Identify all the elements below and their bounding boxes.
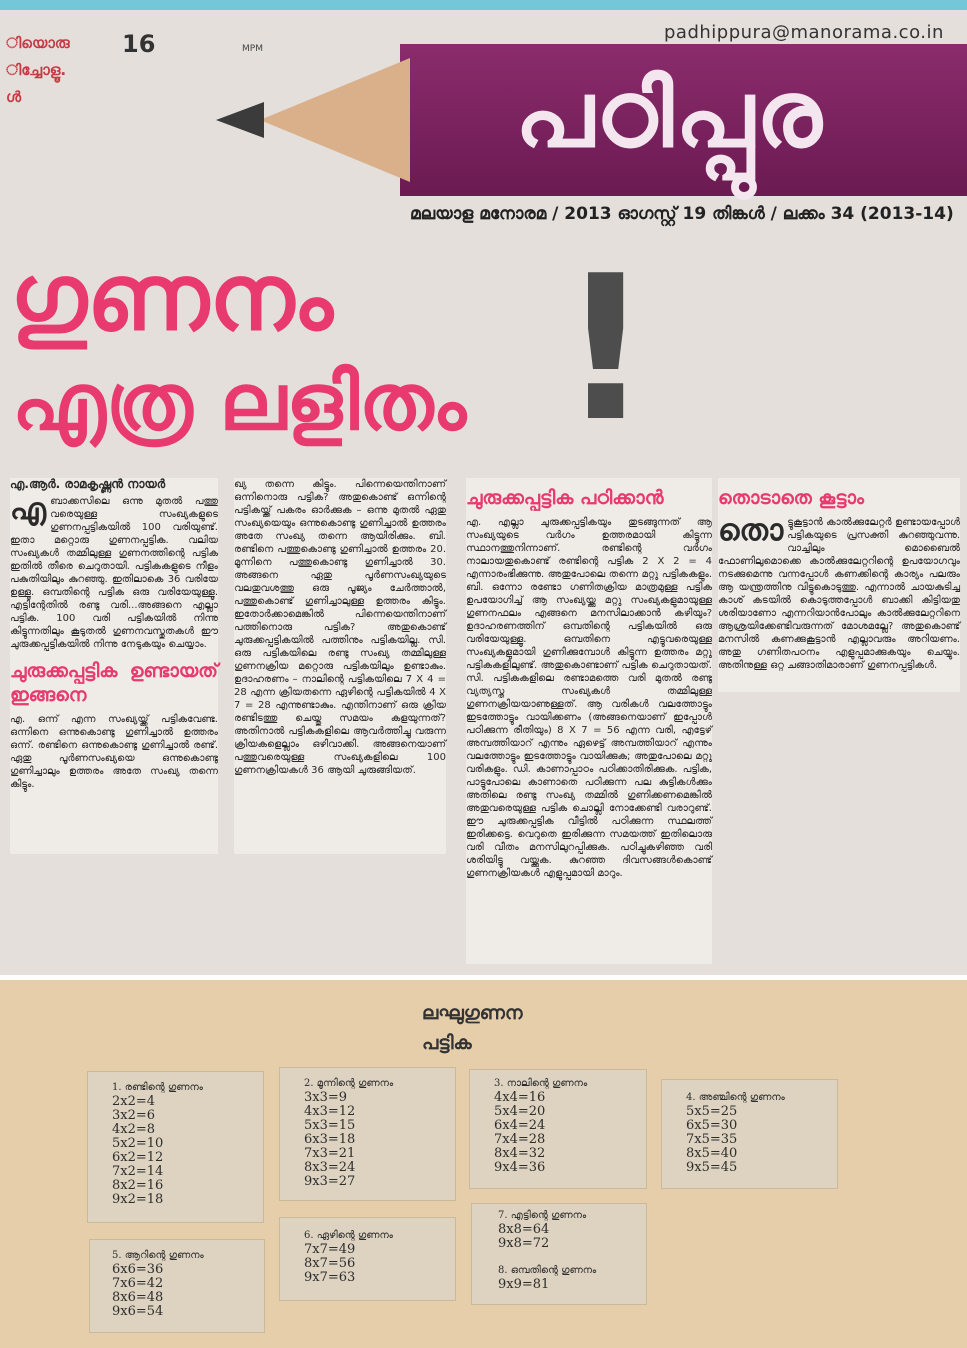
spacer: [498, 1251, 646, 1265]
table-row: 6x6=36: [112, 1262, 164, 1277]
brand-title: പഠിപ്പുര: [515, 61, 824, 168]
teaser-line: ിയൊരു: [6, 34, 70, 52]
table-row: 6x3=18: [304, 1132, 356, 1147]
body-text: എ. എല്ലാ ചുരുക്കപ്പട്ടികയും തുടങ്ങുന്നത് ആ സംഖ്യയുടെ വർഗം ഉത്തരമായി കിട്ടുന്ന സ്ഥാനത്തുനിന്നാണ്. രണ്ടിന്റെ വർഗം നാലായതുകൊണ്ട് രണ്ടിന്റെ പട്ടിക 2 X 2 = 4 എന്നാരംഭിക്കുന്നു. അതുപോലെ തന്നെ മറ്റു പട്ടികകളും. ബി. ഒന്നോ രണ്ടോ ഗണിതക്രിയ മാത്രമുള്ള പട്ടിക ഉപയോഗിച്ച് ആ സംഖ്യയ്ക്കു മറ്റു സംഖ്യകളുമായുള്ള ഗുണനഫലം എങ്ങനെ മനസിലാക്കാൻ കഴിയും? ഉദാഹരണത്തിന് ഒമ്പതിന്റെ പട്ടികയിൽ ഒരു വരിയേയുള്ളൂ. ഒമ്പതിനെ എട്ടുവരെയുള്ള സംഖ്യകളുമായി ഗുണിക്കുമ്പോൾ കിട്ടുന്ന ഉത്തരം മറ്റു പട്ടികകളിലുണ്ട്. അതുകൊണ്ടാണ് പട്ടിക ചെറുതായത്. സി. പട്ടികകളിലെ രണ്ടാമത്തെ വരി മുതൽ രണ്ടു വ്യത്യസ്ത സംഖ്യകൾ തമ്മിലുള്ള ഗുണനക്രിയയാണുള്ളത്. ആ വരികൾ വലത്തോട്ടും ഇടത്തോട്ടും വായിക്കണം (അങ്ങനെയാണ് ഇപ്പോൾ പഠിക്കുന്ന രീതിയും) 8 X 7 = 56 എന്ന വരി, എട്ടേഴ് അമ്പത്തിയാറ് എന്നും ഏഴെട്ട് അമ്പത്തിയാറ് എന്നും വലത്തോട്ടും ഇടത്തോട്ടും വായിക്കുക; അതുപോലെ മറ്റു വരികളും. ഡി. കാണാപ്പാഠം പഠിക്കാതിരിക്കുക. പട്ടിക, പാട്ടുപോലെ കാണാതെ പഠിക്കുന്ന പല കുട്ടികൾക്കും അതിലെ രണ്ടു സംഖ്യ തമ്മിൽ ഗുണിക്കണമെങ്കിൽ അതുവരെയുള്ള പട്ടിക ചൊല്ലി നോക്കേണ്ടി വരാറുണ്ട്. ഈ ചുരുക്കപ്പട്ടിക വീട്ടിൽ പഠിക്കുന്ന സ്ഥലത്ത് ഇരിക്കട്ടെ. വെറുതെ ഇരിക്കുന്ന സമയത്ത് ഇതിലൊരു വരി വീതം മനസിലുറപ്പിക്കുക. പഠിച്ചുകഴിഞ്ഞ വരി ശരിയിട്ടു വയ്ക്കുക. കുറഞ്ഞ ദിവസങ്ങൾകൊണ്ട് ഗുണനക്രിയകൾ എളുപ്പമായി മാറും.: [466, 517, 712, 879]
teaser-line: ിച്ചോളൂ.: [6, 61, 67, 79]
pencil-tip-icon: [216, 102, 264, 138]
table-row: 5x3=15: [304, 1118, 356, 1133]
table-row: 8x5=40: [686, 1146, 738, 1161]
table-card-4: [470, 1070, 646, 1188]
table-row: 2x2=4: [112, 1094, 156, 1109]
table-row: 3x2=6: [112, 1108, 156, 1123]
table-row: 9x6=54: [112, 1304, 164, 1319]
top-color-strip: [0, 0, 967, 10]
table-card-6: [90, 1240, 264, 1332]
article-column-1: [10, 478, 218, 854]
article-column-3: [466, 478, 712, 964]
body-text: ബാക്കസിലെ ഒന്നു മുതൽ പത്തു വരെയുള്ള സംഖ്യകളുടെ ഗുണനപ്പട്ടികയിൽ 100 വരിയുണ്ട്. ഇതാ മറ്റൊരു ഗുണനപ്പട്ടിക. വലിയ സംഖ്യകൾ തമ്മിലുള്ള ഗുണനത്തിന്റെ പട്ടിക ഇതിൽ തീരെ ചെറുതായി. പട്ടികകളുടെ നീളം പകുതിയിലും കുറഞ്ഞു. ഇതിലാകെ 36 വരിയേ ഉള്ളൂ. ഒമ്പതിന്റെ പട്ടിക ഒരു വരിയേയുള്ളൂ. എട്ടിന്റേതിൽ രണ്ടു വരി...അങ്ങനെ എല്ലാ പട്ടിക. 100 വരി പട്ടികയിൽ നിന്നു കിട്ടുന്നതിലും കൂടുതൽ ഗുണനവസ്തുതകൾ ഈ ചുരുക്കപ്പട്ടികയിൽ നിന്നു നേടുകയും ചെയ്യാം.: [10, 496, 218, 650]
table-row: 7x7=49: [304, 1242, 356, 1257]
headline-line-1: ഗുണനം: [10, 244, 333, 351]
table-row: 6x2=12: [112, 1150, 164, 1165]
dateline: മലയാള മനോരമ / 2013 ഓഗസ്റ്റ് 19 തിങ്കൾ / ലക്കം 34 (2013-14): [410, 204, 954, 224]
table-row: 5x2=10: [112, 1136, 164, 1151]
card-title: 5. ആറിന്റെ ഗുണനം: [112, 1250, 204, 1261]
table-row: 4x2=8: [112, 1122, 156, 1137]
table-section-title: [422, 998, 522, 1058]
card-title: 8. ഒമ്പതിന്റെ ഗുണനം: [498, 1265, 597, 1276]
card-title: 7. എട്ടിന്റെ ഗുണനം: [498, 1210, 587, 1221]
table-row: 8x7=56: [304, 1256, 356, 1271]
table-row: 5x4=20: [494, 1104, 546, 1119]
table-row: 7x3=21: [304, 1146, 356, 1161]
table-row: 8x6=48: [112, 1290, 164, 1305]
section-heading: തൊടാതെ കൂട്ടാം: [718, 487, 864, 509]
table-title-line: ലഘുഗുണന: [422, 1002, 523, 1024]
section-heading: ചുരുക്കപ്പട്ടിക പഠിക്കാൻ: [466, 487, 664, 509]
section-heading: ചുരുക്കപ്പട്ടിക ഉണ്ടായത് ഇങ്ങനെ: [10, 660, 218, 706]
table-card-2: [88, 1072, 263, 1222]
card-title: 1. രണ്ടിന്റെ ഗുണനം: [112, 1082, 203, 1093]
table-card-3: [280, 1068, 455, 1200]
table-row: 8x2=16: [112, 1178, 164, 1193]
table-row: 6x5=30: [686, 1118, 738, 1133]
table-row: 9x3=27: [304, 1174, 356, 1189]
table-card-5: [662, 1080, 837, 1188]
table-card-7: [280, 1218, 455, 1300]
teaser-box: [6, 30, 96, 111]
exclamation-mark: !: [560, 233, 652, 466]
table-row: 9x9=81: [498, 1277, 550, 1292]
table-row: 9x8=72: [498, 1236, 550, 1251]
table-row: 8x4=32: [494, 1146, 546, 1161]
teaser-line: ൾ: [6, 88, 22, 106]
table-row: 9x7=63: [304, 1270, 356, 1285]
table-row: 7x2=14: [112, 1164, 164, 1179]
headline-line-2: എത്ര ലളിതം: [12, 358, 467, 448]
table-row: 7x4=28: [494, 1132, 546, 1147]
card-title: 3. നാലിന്റെ ഗുണനം: [494, 1078, 588, 1089]
table-row: 8x3=24: [304, 1160, 356, 1175]
table-row: 6x4=24: [494, 1118, 546, 1133]
card-title: 6. ഏഴിന്റെ ഗുണനം: [304, 1230, 393, 1241]
table-row: 7x5=35: [686, 1132, 738, 1147]
table-row: 9x4=36: [494, 1160, 546, 1175]
card-title: 4. അഞ്ചിന്റെ ഗുണനം: [686, 1092, 785, 1103]
table-row: 3x3=9: [304, 1090, 348, 1105]
contact-email: padhippura@manorama.co.in: [664, 22, 944, 43]
table-row: 5x5=25: [686, 1104, 738, 1119]
article-column-4: [718, 478, 960, 692]
table-row: 9x2=18: [112, 1192, 164, 1207]
pencil-icon: [260, 58, 410, 182]
edition-code: MPM: [242, 44, 263, 54]
drop-cap: എ: [10, 492, 47, 527]
table-row: 4x3=12: [304, 1104, 356, 1119]
table-card-8-9: [472, 1204, 646, 1304]
byline: എ.ആർ. രാമകൃഷ്ണൻ നായർ: [10, 477, 166, 491]
card-title: 2. മൂന്നിന്റെ ഗുണനം: [304, 1078, 394, 1089]
page-number: 16: [122, 30, 156, 58]
table-row: 7x6=42: [112, 1276, 164, 1291]
body-text: എ. ഒന്ന് എന്ന സംഖ്യയ്ക്ക് പട്ടികവേണ്ട. ഒന്നിനെ ഒന്നുകൊണ്ടു ഗുണിച്ചാൽ ഉത്തരം ഒന്ന്. രണ്ടിനെ ഒന്നുകൊണ്ടു ഗുണിച്ചാൽ രണ്ട്. ഏതു പൂർണസംഖ്യയെ ഒന്നുകൊണ്ടു ഗുണിച്ചാലും ഉത്തരം അതേ സംഖ്യ തന്നെ കിട്ടും.: [10, 714, 218, 790]
drop-cap: തൊ: [718, 513, 784, 548]
table-row: 4x4=16: [494, 1090, 546, 1105]
table-row: 8x8=64: [498, 1222, 550, 1237]
table-title-line: പട്ടിക: [422, 1032, 472, 1054]
body-text: ഖ്യ തന്നെ കിട്ടും. പിന്നെയെന്തിനാണ് ഒന്നിനൊരു പട്ടിക? അതുകൊണ്ട് ഒന്നിന്റെ പട്ടികയ്ക്ക് പകരം ഓർക്കുക – ഒന്നു മുതൽ ഏതു സംഖ്യയെയും ഒന്നുകൊണ്ടു ഗുണിച്ചാൽ ഉത്തരം അതേ സംഖ്യ തന്നെ ആയിരിക്കും. ബി. രണ്ടിനെ പത്തുകൊണ്ടു ഗുണിച്ചാൽ ഉത്തരം 20. മൂന്നിനെ പത്തുകൊണ്ടു ഗുണിച്ചാൽ 30. അങ്ങനെ ഏതു പൂർണസംഖ്യയുടെ വലതുവശത്തു ഒരു പൂജ്യം ചേർത്താൽ, പത്തുകൊണ്ട് ഗുണിച്ചാലുള്ള ഉത്തരം കിട്ടും. ഇതോർക്കാമെങ്കിൽ പിന്നെയെന്തിനാണ് പത്തിനൊരു പട്ടിക? അതുകൊണ്ട് ചുരുക്കപ്പട്ടികയിൽ പത്തിനും പട്ടികയില്ല. സി. ഒരു പട്ടികയിലെ രണ്ടു സംഖ്യ തമ്മിലുള്ള ഗുണനക്രിയ മറ്റൊരു പട്ടികയിലും ഉണ്ടാകും. ഉദാഹരണം – നാലിന്റെ പട്ടികയിലെ 7 X 4 = 28 എന്ന ക്രിയതന്നെ ഏഴിന്റെ പട്ടികയിൽ 4 X 7 = 28 എന്നുണ്ടാകും. എന്തിനാണ് ഒരു ക്രിയ രണ്ടിടത്തു ചെയ്തു സമയം കളയുന്നത്? അതിനാൽ പട്ടികകളിലെ ആവർത്തിച്ചു വരുന്ന ക്രിയകളെല്ലാം ഒഴിവാക്കി. അങ്ങനെയാണ് പത്തുവരെയുള്ള സംഖ്യകളിലെ 100 ഗുണനക്രിയകൾ 36 ആയി ചുരുങ്ങിയത്.: [234, 479, 446, 776]
article-column-2: [234, 478, 446, 854]
body-text: ട്ടുകൂട്ടാൻ കാൽക്കുലേറ്റർ ഉണ്ടായപ്പോൾ പട്ടികയുടെ പ്രസക്തി കുറഞ്ഞുവന്നു. വാച്ചിലും മൊബൈൽ ഫോണിലുമൊക്കെ കാൽക്കുലേറ്ററിന്റെ ഉപയോഗവും നടക്കുമെന്നു വന്നപ്പോൾ കണക്കിന്റെ കാര്യം പലരും ആ യന്ത്രത്തിനു വിട്ടുകൊടുത്തു. എന്നാൽ ചായകുടിച്ച കാശ് കടയിൽ കൊടുത്തപ്പോൾ ബാക്കി കിട്ടിയതു ശരിയാണോ എന്നറിയാൻപോലും കാൽക്കുലേറ്ററിനെ ആശ്രയിക്കേണ്ടിവരുന്നത് മോശമല്ലേ? അതുകൊണ്ട് മനസിൽ കണക്കുകൂട്ടാൻ എല്ലാവരും അറിയണം. അതു ഗണിതപഠനം എളുപ്പമാക്കുകയും ചെയ്യും. അതിനുള്ള ഒറ്റ ചങ്ങാതിമാരാണ് ഗുണനപ്പട്ടികൾ.: [718, 517, 960, 671]
table-row: 9x5=45: [686, 1160, 738, 1175]
